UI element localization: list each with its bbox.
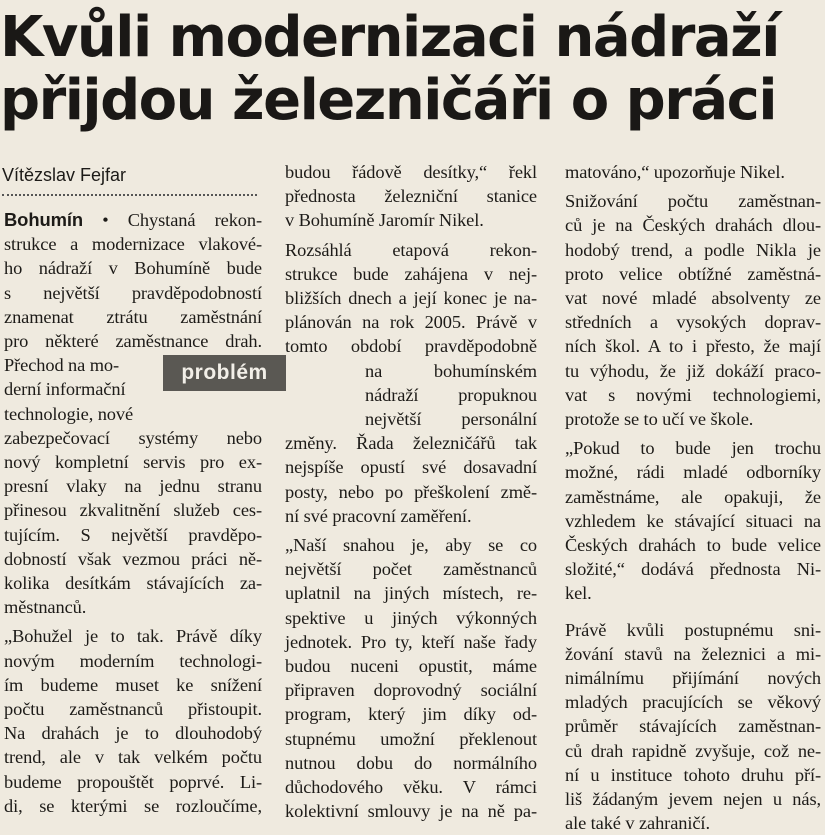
text-line: liš žádaným jevem nejen u nás, bbox=[565, 789, 821, 810]
text-line: ních škol. A to i přesto, že mají bbox=[565, 336, 821, 357]
text-line: budeme propouštět poprvé. Li- bbox=[4, 771, 262, 792]
text-line: strukce bude zahájena v nej- bbox=[285, 263, 537, 284]
text-line: jednotek. Pro ty, kteří naše řady bbox=[285, 631, 537, 652]
text-line: ců je na Českých drahách dlou- bbox=[565, 215, 821, 236]
text-line: strukce a modernizace vlakové- bbox=[4, 234, 262, 255]
text-line: s největší pravděpodobností bbox=[4, 282, 262, 303]
article-column-1 bbox=[4, 208, 262, 818]
text-line: derní informační bbox=[4, 379, 126, 400]
text-line: ců drah rapidně zvyšuje, což ne- bbox=[565, 740, 821, 761]
text-line: protože se to učí ve škole. bbox=[565, 409, 754, 430]
bullet-separator: • bbox=[102, 210, 109, 230]
byline: Vítězslav Fejfar bbox=[2, 162, 257, 196]
text-line: přinesou zkvalitnění služeb ces- bbox=[4, 500, 262, 521]
text-line: „Naší snahou je, aby se co bbox=[285, 535, 537, 556]
text-line: technologie, nové bbox=[4, 403, 134, 424]
text-line: nejspíše opustí své dosavadní bbox=[285, 457, 537, 478]
text-line: žování stavů na železnici a mi- bbox=[565, 643, 821, 664]
text-line: kel. bbox=[565, 583, 592, 604]
text-line: složité,“ dodává přednosta Ni- bbox=[565, 559, 821, 580]
text-line: kolika desítkám stávajících za- bbox=[4, 573, 262, 594]
text-line: novým moderním technologi- bbox=[4, 650, 262, 671]
text-line: Českých drahách to bude velice bbox=[565, 535, 821, 556]
text-line: na bohumínském bbox=[365, 360, 537, 381]
text-line: Snižování počtu zaměstnan- bbox=[565, 191, 821, 212]
text-line: budou nuceni opustit, máme bbox=[285, 656, 537, 677]
text-line: ní u instituce tohoto druhu pří- bbox=[565, 764, 821, 785]
headline-line-2: přijdou železničáři o práci bbox=[0, 68, 777, 133]
text-line: budou řádově desítky,“ řekl bbox=[285, 162, 537, 182]
text-line: Přechod na mo- bbox=[4, 355, 120, 376]
text-line: v Bohumíně Jaromír Nikel. bbox=[285, 210, 484, 231]
text-line: vat nové mladé absolventy ze bbox=[565, 288, 821, 309]
text-line: hodobý trend, a podle Nikla je bbox=[565, 239, 821, 260]
text-line: tujícím. S největší pravděpo- bbox=[4, 524, 262, 545]
text-line: nutnou dobu do normálního bbox=[285, 752, 537, 773]
text-line: presní vlaky na jednu stranu bbox=[4, 476, 262, 497]
text-line: největší počet zaměstnanců bbox=[285, 559, 537, 580]
article-column-3 bbox=[565, 160, 821, 835]
text-line: program, který jim díky od- bbox=[285, 704, 537, 725]
article-column-2 bbox=[285, 160, 537, 823]
text-line: spektive u jiných výkonných bbox=[285, 607, 537, 628]
text-line: vzhledem ke stávající situaci na bbox=[565, 510, 821, 531]
text-line: důchodového věku. V rámci bbox=[285, 777, 537, 798]
text-line: „Bohužel je to tak. Právě díky bbox=[4, 626, 262, 647]
text-line: největší personální bbox=[365, 409, 537, 430]
text-line: zaměstnáme, ale opakuji, že bbox=[565, 486, 821, 507]
text-line: znamenat ztrátu zaměstnání bbox=[4, 306, 262, 327]
text-line: pro některé zaměstnance drah. bbox=[4, 331, 262, 352]
headline-line-1: Kvůli modernizaci nádraží bbox=[0, 5, 779, 70]
text-line: ale také v zahraničí. bbox=[565, 813, 710, 834]
text-line: středních a vysokých doprav- bbox=[565, 312, 821, 333]
text-line: trend, ale v tak velkém počtu bbox=[4, 747, 262, 768]
text-line: kolektivní smlouvy je na ně pa- bbox=[285, 801, 537, 822]
text-line: ím budeme muset ke snížení bbox=[4, 674, 262, 695]
text-line: bližších dnech a její konec je na- bbox=[285, 288, 537, 309]
text-line: nový kompletní servis pro ex- bbox=[4, 452, 262, 473]
text-line: tomto období pravděpodobně bbox=[285, 336, 537, 357]
text-line: možné, rádi mladé odborníky bbox=[565, 462, 821, 483]
text-line: proto velice obtížné zaměstná- bbox=[565, 263, 821, 284]
text-line: změny. Řada železničářů tak bbox=[285, 433, 537, 454]
section-badge: problém bbox=[163, 355, 286, 391]
text-line: ní své pracovní zaměření. bbox=[285, 505, 472, 526]
text-line-content: Chystaná rekon- bbox=[127, 210, 263, 230]
text-line: tu výhodu, že již dokáží praco- bbox=[565, 360, 821, 381]
text-line: nimálnímu přijímání nových bbox=[565, 668, 821, 689]
text-line: „Pokud to bude jen trochu bbox=[565, 438, 821, 459]
text-line: nádraží propuknou bbox=[365, 384, 537, 405]
text-line: plánován na rok 2005. Právě v bbox=[285, 312, 537, 333]
text-line: posty, nebo po přeškolení změ- bbox=[285, 481, 537, 502]
text-line: dobností však vezmou práci ně- bbox=[4, 548, 262, 569]
text-line: zabezpečovací systémy nebo bbox=[4, 427, 262, 448]
text-line bbox=[4, 208, 262, 232]
text-line: průměr stávajících zaměstnan- bbox=[565, 716, 821, 737]
text-line: připraven doprovodný sociální bbox=[285, 680, 537, 701]
text-line: stupnému umožní překlenout bbox=[285, 728, 537, 749]
text-line: vat s novými technologiemi, bbox=[565, 384, 821, 405]
text-line: Právě kvůli postupnému sni- bbox=[565, 619, 821, 640]
text-line: počtu zaměstnanců přistoupit. bbox=[4, 699, 262, 720]
text-line: matováno,“ upozorňuje Nikel. bbox=[565, 162, 785, 182]
text-line: di, se kterými se rozloučíme, bbox=[4, 795, 262, 816]
text-line: přednosta železniční stanice bbox=[285, 186, 537, 207]
text-line: mladých pracujících se věkový bbox=[565, 692, 821, 713]
text-line: Na drahách je to dlouhodobý bbox=[4, 723, 262, 744]
text-line: ho nádraží v Bohumíně bude bbox=[4, 258, 262, 279]
dateline: Bohumín bbox=[4, 209, 83, 230]
text-line: městnanců. bbox=[4, 597, 87, 618]
text-line: Rozsáhlá etapová rekon- bbox=[285, 239, 537, 260]
headline bbox=[0, 6, 825, 132]
text-line: uplatnil na jiných místech, re- bbox=[285, 583, 537, 604]
